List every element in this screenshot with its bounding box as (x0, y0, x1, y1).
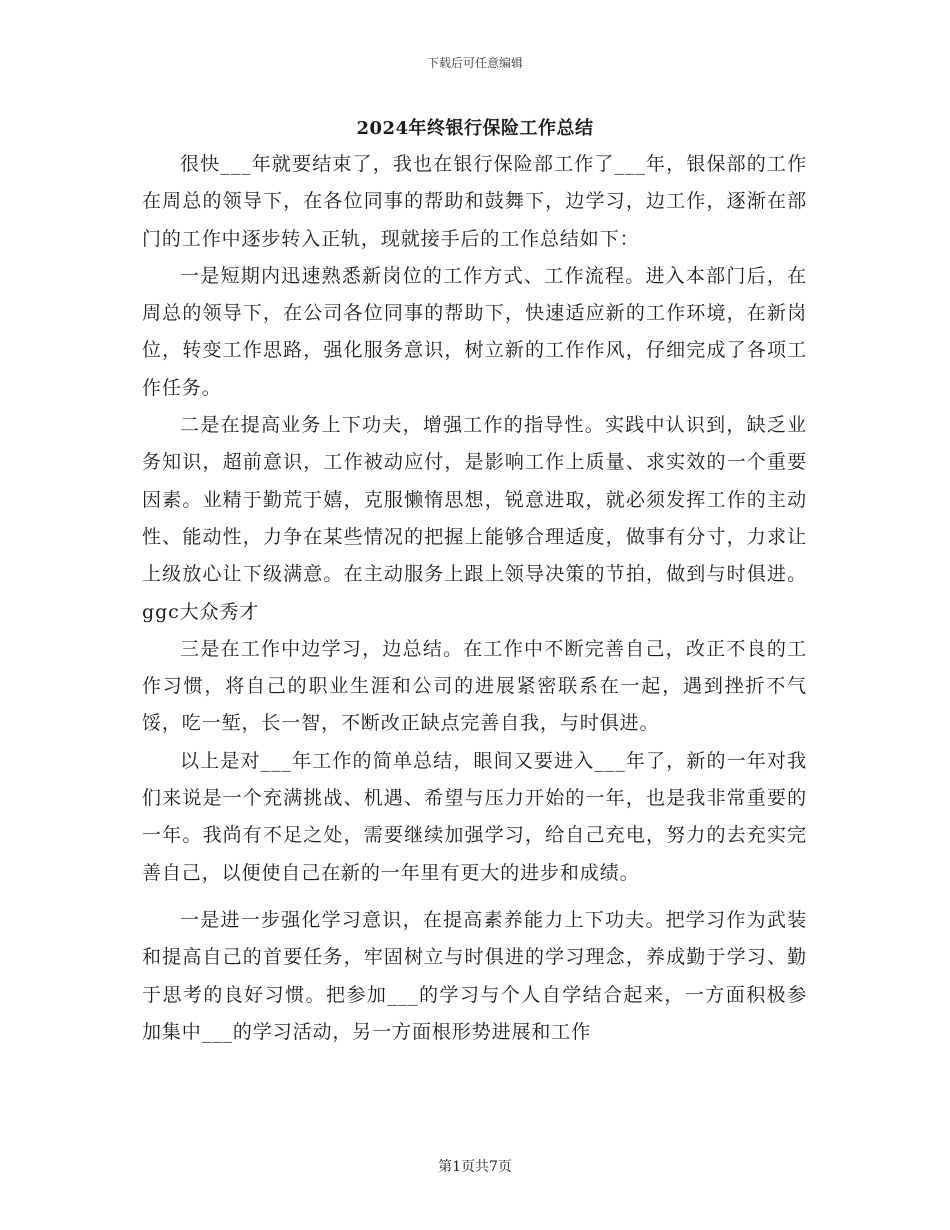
paragraph-point-1: 一是短期内迅速熟悉新岗位的工作方式、工作流程。进入本部门后，在周总的领导下，在公司各位同事的帮助下，快速适应新的工作环境，在新岗位，转变工作思路，强化服务意识，树立新的工作作风，仔细完成了各项工作任务。 (142, 264, 807, 399)
paragraph-summary: 以上是对___年工作的简单总结，眼间又要进入___年了，新的一年对我们来说是一个充满挑战、机遇、希望与压力开始的一年，也是我非常重要的一年。我尚有不足之处，需要继续加强学习，给自己充电，努力的去充实完善自己，以便使自己在新的一年里有更大的进步和成绩。 (142, 749, 807, 884)
paragraph-plan-1: 一是进一步强化学习意识，在提高素养能力上下功夫。把学习作为武装和提高自己的首要任务，牢固树立与时俱进的学习理念，养成勤于学习、勤于思考的良好习惯。把参加___的学习与个人自学结合起来，一方面积极参加集中___的学习活动，另一方面根形势进展和工作 (142, 908, 807, 1043)
paragraph-intro: 很快___年就要结束了，我也在银行保险部工作了___年，银保部的工作在周总的领导下，在各位同事的帮助和鼓舞下，边学习，边工作，逐渐在部门的工作中逐步转入正轨，现就接手后的工作总结如下： (142, 153, 807, 250)
document-body (142, 146, 807, 1051)
header-note: 下载后可任意编辑 (426, 56, 523, 70)
page-footer: 第1页共7页 (438, 1159, 512, 1175)
paragraph-point-3: 三是在工作中边学习，边总结。在工作中不断完善自己，改正不良的工作习惯，将自己的职业生涯和公司的进展紧密联系在一起，遇到挫折不气馁，吃一堑，长一智，不断改正缺点完善自我，与时俱进。 (142, 637, 807, 735)
paragraph-point-2: 二是在提高业务上下功夫，增强工作的指导性。实践中认识到，缺乏业务知识，超前意识，工作被动应付，是影响工作上质量、求实效的一个重要因素。业精于勤荒于嬉，克服懒惰思想，锐意进取，就必须发挥工作的主动性、能动性，力争在某些情况的把握上能够合理适度，做事有分寸，力求让上级放心让下级满意。在主动服务上跟上领导决策的节拍，做到与时俱进。ggc大众秀才 (142, 414, 807, 623)
document-title: 2024年终银行保险工作总结 (356, 118, 594, 139)
